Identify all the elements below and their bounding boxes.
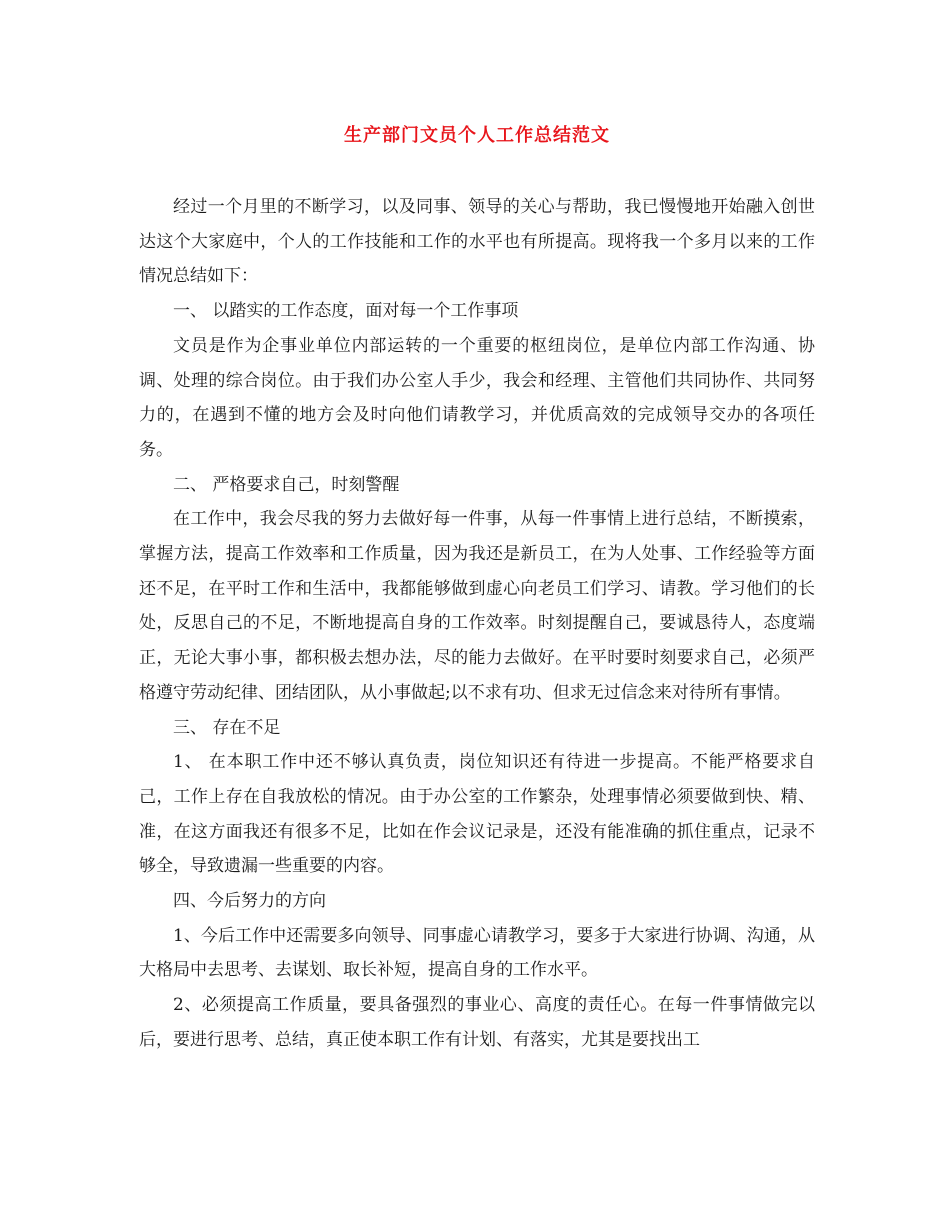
document-body	[139, 190, 815, 1058]
section-heading-2: 二、 严格要求自己，时刻警醒	[173, 474, 400, 495]
paragraph-section-1: 文员是作为企事业单位内部运转的一个重要的枢纽岗位，是单位内部工作沟通、协调、处理的综合岗位。由于我们办公室人手少，我会和经理、主管他们共同协作、共同努力的，在遇到不懂的地方会及时向他们请教学习，并优质高效的完成领导交办的各项任务。	[139, 335, 815, 460]
paragraph-section-2: 在工作中，我会尽我的努力去做好每一件事，从每一件事情上进行总结，不断摸索，掌握方法，提高工作效率和工作质量，因为我还是新员工，在为人处事、工作经验等方面还不足，在平时工作和生活中，我都能够做到虚心向老员工们学习、请教。学习他们的长处，反思自己的不足，不断地提高自身的工作效率。时刻提醒自己，要诚恳待人，态度端正，无论大事小事，都积极去想办法，尽的能力去做好。在平时要时刻要求自己，必须严格遵守劳动纪律、团结团队，从小事做起;以不求有功、但求无过信念来对待所有事情。	[139, 509, 815, 703]
document-title: 生产部门文员个人工作总结范文	[344, 125, 610, 146]
section-heading-3: 三、 存在不足	[173, 717, 281, 738]
section-heading-4: 四、今后努力的方向	[173, 891, 326, 912]
paragraph-intro: 经过一个月里的不断学习，以及同事、领导的关心与帮助，我已慢慢地开始融入创世达这个大家庭中，个人的工作技能和工作的水平也有所提高。现将我一个多月以来的工作情况总结如下：	[139, 197, 815, 287]
paragraph-section-3-item-1: 1、 在本职工作中还不够认真负责，岗位知识还有待进一步提高。不能严格要求自己，工作上存在自我放松的情况。由于办公室的工作繁杂，处理事情必须要做到快、精、准，在这方面我还有很多不足，比如在作会议记录是，还没有能准确的抓住重点，记录不够全，导致遗漏一些重要的内容。	[139, 752, 815, 877]
paragraph-section-4-item-2: 2、必须提高工作质量，要具备强烈的事业心、高度的责任心。在每一件事情做完以后，要进行思考、总结，真正使本职工作有计划、有落实，尤其是要找出工	[139, 995, 815, 1050]
section-heading-1: 一、 以踏实的工作态度，面对每一个工作事项	[173, 301, 519, 322]
paragraph-section-4-item-1: 1、今后工作中还需要多向领导、同事虚心请教学习，要多于大家进行协调、沟通，从大格局中去思考、去谋划、取长补短，提高自身的工作水平。	[139, 925, 815, 981]
